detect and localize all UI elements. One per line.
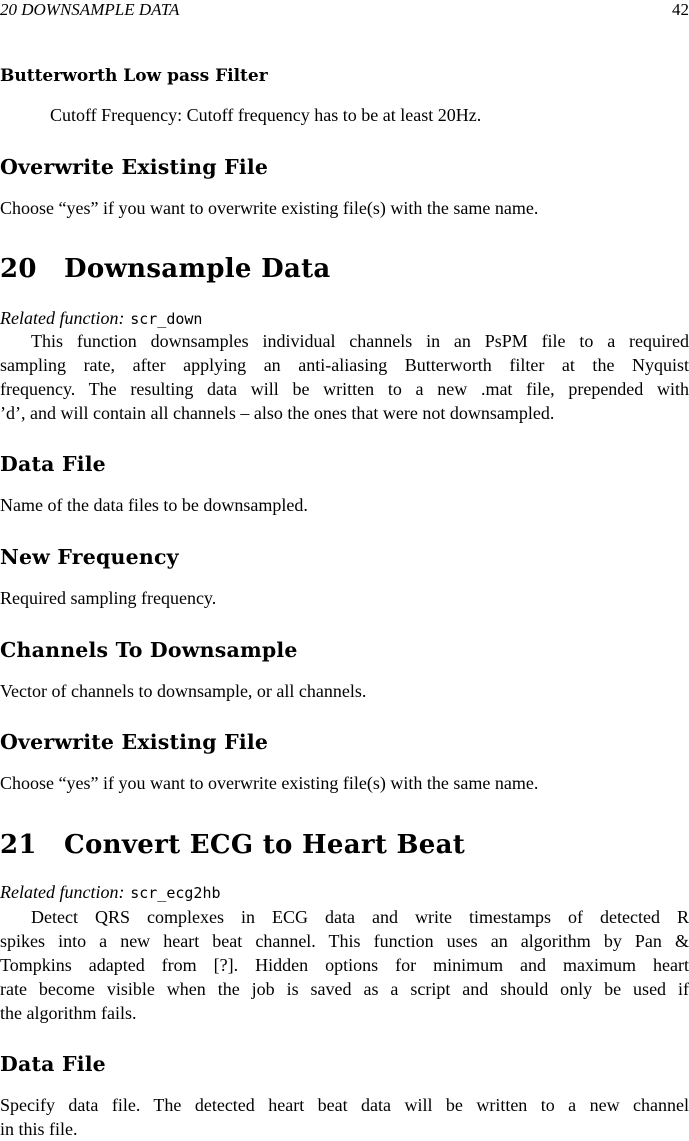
- section-21-title: Convert ECG to Heart Beat: [64, 830, 466, 860]
- overwrite-text-2: Choose “yes” if you want to overwrite existing file(s) with the same name.: [0, 773, 539, 793]
- related-function-name: scr_ecg2hb: [130, 884, 221, 902]
- overwrite-heading-2: Overwrite Existing File: [0, 730, 269, 754]
- section-20-related: [0, 306, 202, 331]
- paragraph-line: ’d’, and will contain all channels – also the ones that were not downsampled.: [0, 403, 555, 423]
- section-21-paragraph: [0, 905, 689, 1025]
- paragraph-line: frequency. The resulting data will be written to a new .mat file, prepended with: [0, 379, 689, 399]
- related-function-label: Related function:: [0, 882, 125, 902]
- data-file-text-2: [0, 1093, 689, 1141]
- related-function-name: scr_down: [130, 310, 203, 328]
- overwrite-text-1: Choose “yes” if you want to overwrite existing file(s) with the same name.: [0, 198, 539, 218]
- lowpass-text: Cutoff Frequency: Cutoff frequency has to be at least 20Hz.: [50, 105, 482, 125]
- section-20-heading: [0, 254, 331, 284]
- running-head: [0, 0, 689, 22]
- overwrite-heading-1: Overwrite Existing File: [0, 155, 269, 179]
- section-20-number: 20: [0, 254, 37, 284]
- section-21-heading: [0, 830, 465, 860]
- running-head-section: 20 DOWNSAMPLE DATA: [0, 0, 180, 19]
- data-file-heading-2: Data File: [0, 1052, 106, 1076]
- paragraph-line: the algorithm fails.: [0, 1003, 137, 1023]
- section-20-title: Downsample Data: [64, 254, 331, 284]
- channels-heading: Channels To Downsample: [0, 638, 298, 662]
- section-21-related: [0, 880, 221, 905]
- related-function-label: Related function:: [0, 308, 125, 328]
- paragraph-line: Tompkins adapted from [?]. Hidden options for minimum and maximum heart: [0, 955, 689, 975]
- paragraph-line: in this file.: [0, 1119, 78, 1139]
- new-frequency-text: Required sampling frequency.: [0, 588, 217, 608]
- paragraph-line: sampling rate, after applying an anti-aliasing Butterworth filter at the Nyquist: [0, 355, 689, 375]
- page-number: 42: [672, 0, 689, 19]
- channels-text: Vector of channels to downsample, or all channels.: [0, 681, 367, 701]
- data-file-text-1: Name of the data files to be downsampled.: [0, 495, 308, 515]
- paragraph-line: This function downsamples individual channels in an PsPM file to a required: [31, 331, 689, 351]
- new-frequency-heading: New Frequency: [0, 545, 179, 569]
- section-20-paragraph: [0, 329, 689, 425]
- section-21-number: 21: [0, 830, 37, 860]
- lowpass-heading: Butterworth Low pass Filter: [0, 66, 268, 86]
- paragraph-line: rate become visible when the job is saved as a script and should only be used if: [0, 979, 689, 999]
- data-file-heading-1: Data File: [0, 452, 106, 476]
- paragraph-line: Detect QRS complexes in ECG data and write timestamps of detected R: [31, 907, 689, 927]
- paragraph-line: Specify data file. The detected heart beat data will be written to a new channel: [0, 1095, 689, 1115]
- paragraph-line: spikes into a new heart beat channel. This function uses an algorithm by Pan &: [0, 931, 689, 951]
